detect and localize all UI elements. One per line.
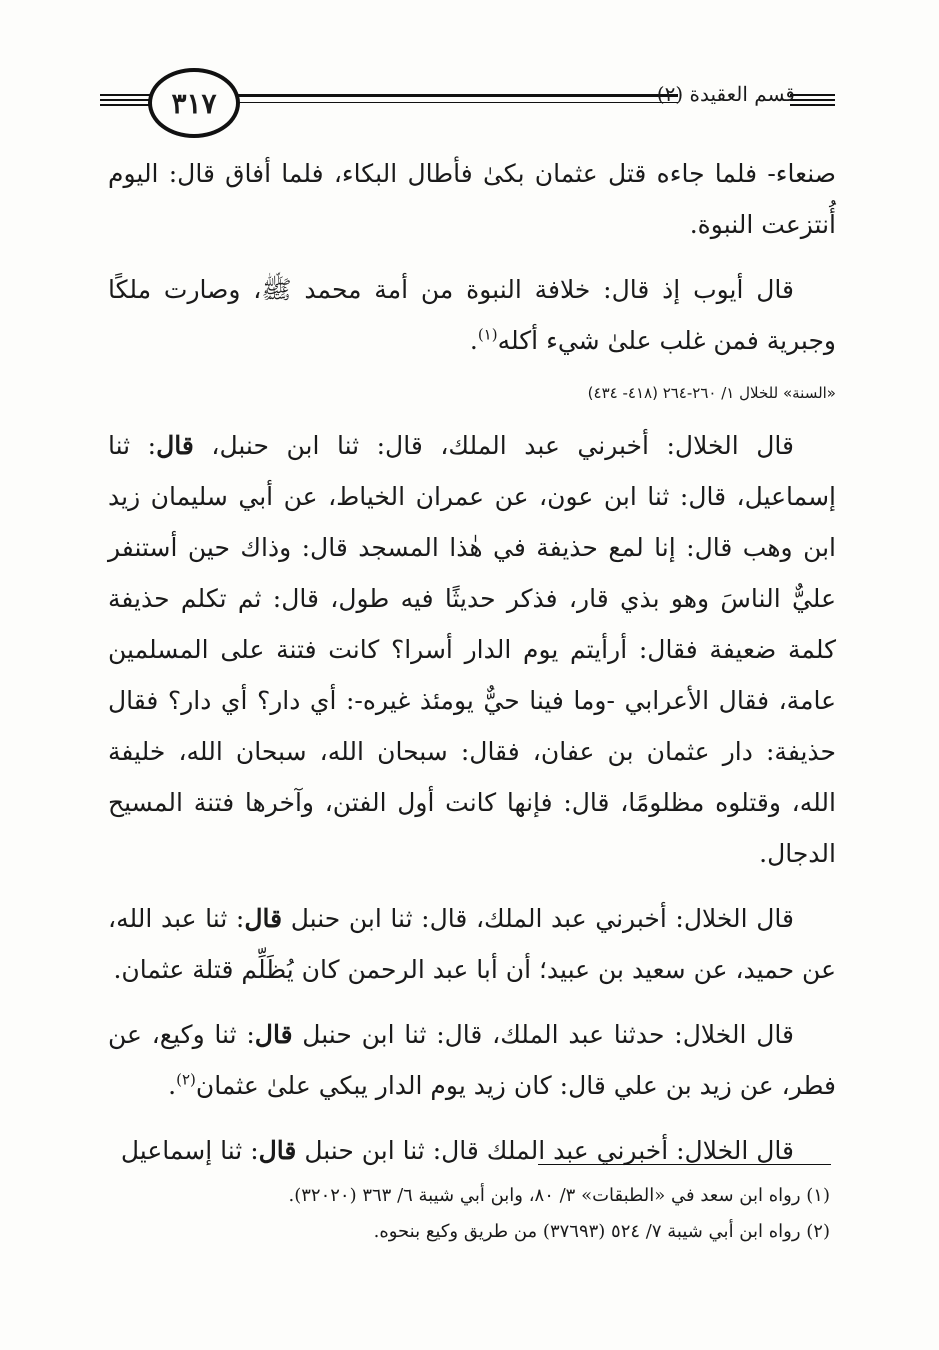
paragraph-end: .	[469, 326, 478, 355]
footnote-ref: (٢)	[176, 1070, 196, 1089]
paragraph-text: صنعاء- فلما جاءه قتل عثمان بكىٰ فأطال البكاء، فلما أفاق قال: اليوم أُنتزعت النبوة.	[108, 159, 836, 239]
footnote-1: (١) رواه ابن سعد في «الطبقات» ٣/ ٨٠، وابن أبي شيبة ٦/ ٣٦٣ (٣٢٠٢٠).	[288, 1185, 830, 1206]
paragraph-text: قال الخلال: أخبرني عبد الملك قال: ثنا ابن حنبل	[296, 1136, 794, 1165]
paragraph	[108, 148, 836, 250]
running-title: قسم العقيدة (٢)	[656, 82, 795, 106]
paragraph-text: قال الخلال: حدثنا عبد الملك، قال: ثنا ابن حنبل	[292, 1020, 794, 1049]
header-rule	[100, 94, 152, 96]
paragraph	[108, 1009, 836, 1111]
page-number: ٣١٧	[148, 68, 240, 138]
header-rule	[790, 104, 835, 106]
paragraph	[108, 1125, 836, 1176]
paragraph-text: قال الخلال: أخبرني عبد الملك، قال: ثنا ابن حنبل،	[193, 431, 794, 460]
footnote-divider	[538, 1164, 831, 1165]
header-rule	[238, 102, 678, 103]
paragraph-text: قال أيوب إذ قال: خلافة النبوة من أمة محمد ﷺ، وصارت ملكًا وجبرية فمن غلب علىٰ شيء أكله	[108, 275, 836, 355]
paragraph-text: قال الخلال: أخبرني عبد الملك، قال: ثنا ابن حنبل	[282, 904, 794, 933]
paragraph	[108, 264, 836, 366]
bold-word: قال	[156, 431, 194, 460]
footnote-2: (٢) رواه ابن أبي شيبة ٧/ ٥٢٤ (٣٧٦٩٣) من طريق وكيع بنحوه.	[373, 1221, 830, 1242]
header-rule	[238, 94, 678, 97]
paragraph-text: : ثنا عبد الله، عن حميد، عن سعيد بن عبيد؛ أن أبا عبد الرحمن كان يُظَلِّم قتلة عثمان.	[108, 904, 836, 984]
bold-word: قال	[244, 904, 283, 933]
footnote-ref: (١)	[477, 325, 498, 344]
header-rule	[790, 99, 835, 101]
main-text	[108, 148, 836, 1190]
paragraph-text: : ثنا إسماعيل، قال: ثنا ابن عون، عن عمران الخياط، عن أبي سليمان زيد ابن وهب قال: إنا لمع حذيفة في هٰذا المسجد قال: وذاك حين أستنفر عليٌّ الناسَ وهو بذي قار، فذكر حديثًا فيه طول، قال: ثم تكلم حذيفة كلمة ضعيفة فقال: أرأيتم يوم الدار أسرا؟ كانت فتنة على المسلمين عامة، فقال الأعرابي -وما فينا حيٌّ يومئذ غيره-: أي دار؟ أي دار؟ فقال حذيفة: دار عثمان بن عفان، فقال: سبحان الله، سبحان الله، خليفة الله، وقتلوه مظلومًا، قال: فإنها كانت أول الفتن، وآخرها فتنة المسيح الدجال.	[108, 431, 836, 868]
bold-word: قال	[258, 1136, 297, 1165]
paragraph-text: : ثنا وكيع، عن فطر، عن زيد بن علي قال: كان زيد يوم الدار يبكي علىٰ عثمان	[108, 1020, 836, 1100]
header-rule	[790, 94, 835, 96]
header-rule	[100, 104, 152, 106]
footnotes	[150, 1178, 830, 1250]
page-header	[100, 68, 835, 138]
paragraph-end: .	[168, 1071, 177, 1100]
paragraph-text: : ثنا إسماعيل	[120, 1136, 259, 1165]
bold-word: قال	[254, 1020, 293, 1049]
source-citation: «السنة» للخلال ١/ ٢٦٠-٢٦٤ (٤١٨- ٤٣٤)	[587, 384, 836, 402]
header-rule	[100, 99, 152, 101]
paragraph	[108, 420, 836, 879]
paragraph	[108, 893, 836, 995]
